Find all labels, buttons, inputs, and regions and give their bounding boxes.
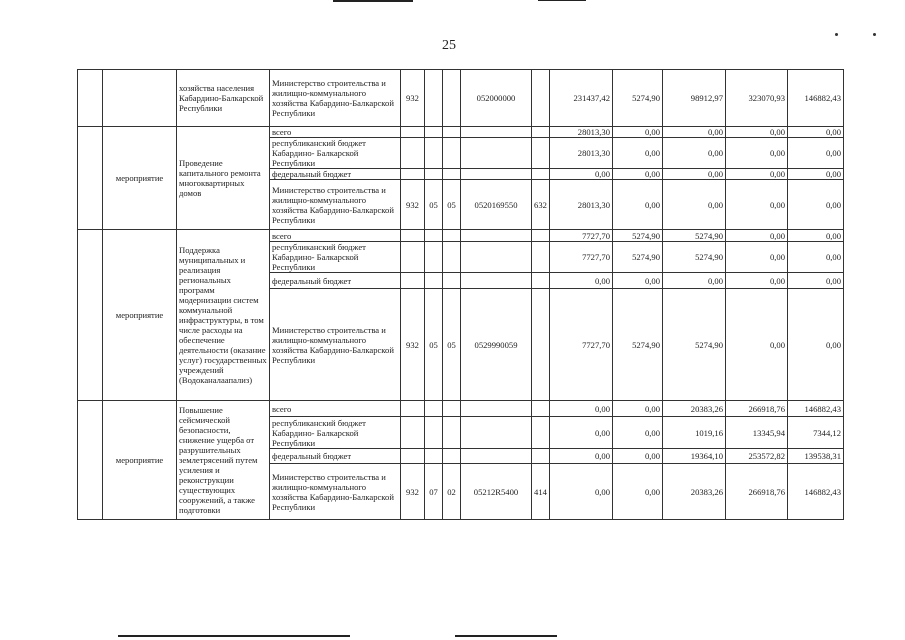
blank-cell bbox=[78, 127, 103, 230]
section-cell bbox=[425, 449, 443, 464]
value-cell: 0,00 bbox=[788, 127, 844, 138]
section-cell: 05 bbox=[425, 289, 443, 401]
vr-cell bbox=[532, 230, 550, 242]
vr-cell: 632 bbox=[532, 180, 550, 230]
kind-cell: мероприятие bbox=[103, 127, 177, 230]
value-cell: 5274,90 bbox=[613, 289, 663, 401]
value-cell: 0,00 bbox=[788, 180, 844, 230]
csr-cell: 0520169550 bbox=[461, 180, 532, 230]
value-cell: 231437,42 bbox=[550, 70, 613, 127]
value-cell: 146882,43 bbox=[788, 464, 844, 520]
value-cell: 1019,16 bbox=[663, 417, 726, 449]
value-cell: 7727,70 bbox=[550, 230, 613, 242]
value-cell: 0,00 bbox=[613, 401, 663, 417]
value-cell: 323070,93 bbox=[726, 70, 788, 127]
kind-cell bbox=[103, 70, 177, 127]
funding-source-cell: всего bbox=[270, 127, 401, 138]
csr-cell bbox=[461, 138, 532, 169]
csr-cell bbox=[461, 242, 532, 273]
scan-dot bbox=[873, 33, 876, 36]
section-cell: 07 bbox=[425, 464, 443, 520]
section-cell bbox=[425, 70, 443, 127]
value-cell: 28013,30 bbox=[550, 180, 613, 230]
section-cell bbox=[425, 127, 443, 138]
subsection-cell bbox=[443, 138, 461, 169]
value-cell: 0,00 bbox=[788, 169, 844, 180]
csr-cell bbox=[461, 273, 532, 289]
value-cell: 7727,70 bbox=[550, 242, 613, 273]
value-cell: 0,00 bbox=[550, 169, 613, 180]
section-cell bbox=[425, 169, 443, 180]
value-cell: 0,00 bbox=[613, 180, 663, 230]
grbs-cell: 932 bbox=[401, 464, 425, 520]
value-cell: 7344,12 bbox=[788, 417, 844, 449]
csr-cell bbox=[461, 449, 532, 464]
grbs-cell: 932 bbox=[401, 70, 425, 127]
blank-cell bbox=[78, 70, 103, 127]
table-row bbox=[78, 127, 844, 138]
subsection-cell bbox=[443, 417, 461, 449]
value-cell: 0,00 bbox=[550, 417, 613, 449]
subsection-cell bbox=[443, 127, 461, 138]
value-cell: 0,00 bbox=[788, 273, 844, 289]
value-cell: 5274,90 bbox=[663, 242, 726, 273]
grbs-cell bbox=[401, 273, 425, 289]
grbs-cell bbox=[401, 230, 425, 242]
grbs-cell bbox=[401, 449, 425, 464]
value-cell: 0,00 bbox=[726, 289, 788, 401]
value-cell: 19364,10 bbox=[663, 449, 726, 464]
csr-cell bbox=[461, 169, 532, 180]
funding-source-cell: республиканский бюджет Кабардино- Балкарской Республики bbox=[270, 138, 401, 169]
vr-cell: 414 bbox=[532, 464, 550, 520]
blank-cell bbox=[78, 230, 103, 401]
funding-source-cell: Министерство строительства и жилищно-коммунального хозяйства Кабардино-Балкарской Республики bbox=[270, 70, 401, 127]
subsection-cell bbox=[443, 70, 461, 127]
subsection-cell: 05 bbox=[443, 289, 461, 401]
csr-cell bbox=[461, 417, 532, 449]
value-cell: 0,00 bbox=[663, 127, 726, 138]
value-cell: 0,00 bbox=[550, 464, 613, 520]
funding-source-cell: федеральный бюджет bbox=[270, 449, 401, 464]
value-cell: 0,00 bbox=[613, 449, 663, 464]
value-cell: 0,00 bbox=[613, 138, 663, 169]
funding-source-cell: Министерство строительства и жилищно-коммунального хозяйства Кабардино-Балкарской Республики bbox=[270, 180, 401, 230]
csr-cell: 05212R5400 bbox=[461, 464, 532, 520]
value-cell: 0,00 bbox=[788, 138, 844, 169]
value-cell: 0,00 bbox=[663, 180, 726, 230]
funding-source-cell: федеральный бюджет bbox=[270, 273, 401, 289]
value-cell: 0,00 bbox=[663, 169, 726, 180]
scan-line-bottom-left bbox=[118, 635, 350, 637]
vr-cell bbox=[532, 273, 550, 289]
value-cell: 0,00 bbox=[613, 169, 663, 180]
value-cell: 5274,90 bbox=[663, 230, 726, 242]
grbs-cell bbox=[401, 127, 425, 138]
grbs-cell bbox=[401, 417, 425, 449]
measure-name-cell: Повышение сейсмической безопасности, снижение ущерба от разрушительных землетрясений путем усиления и реконструкции существующих сооружений, а также подготовки bbox=[177, 401, 270, 520]
value-cell: 20383,26 bbox=[663, 401, 726, 417]
grbs-cell: 932 bbox=[401, 289, 425, 401]
section-cell bbox=[425, 242, 443, 273]
vr-cell bbox=[532, 169, 550, 180]
csr-cell bbox=[461, 127, 532, 138]
subsection-cell bbox=[443, 449, 461, 464]
scan-line-top-left bbox=[333, 0, 413, 2]
value-cell: 0,00 bbox=[550, 401, 613, 417]
subsection-cell: 05 bbox=[443, 180, 461, 230]
vr-cell bbox=[532, 449, 550, 464]
section-cell bbox=[425, 230, 443, 242]
subsection-cell bbox=[443, 273, 461, 289]
value-cell: 0,00 bbox=[663, 273, 726, 289]
vr-cell bbox=[532, 138, 550, 169]
scan-dot bbox=[835, 33, 838, 36]
funding-source-cell: республиканский бюджет Кабардино- Балкарской Республики bbox=[270, 242, 401, 273]
value-cell: 0,00 bbox=[613, 273, 663, 289]
value-cell: 0,00 bbox=[550, 273, 613, 289]
funding-source-cell: республиканский бюджет Кабардино- Балкарской Республики bbox=[270, 417, 401, 449]
value-cell: 5274,90 bbox=[613, 70, 663, 127]
value-cell: 0,00 bbox=[726, 169, 788, 180]
grbs-cell bbox=[401, 169, 425, 180]
value-cell: 146882,43 bbox=[788, 70, 844, 127]
section-cell bbox=[425, 417, 443, 449]
vr-cell bbox=[532, 417, 550, 449]
value-cell: 0,00 bbox=[550, 449, 613, 464]
vr-cell bbox=[532, 401, 550, 417]
funding-source-cell: федеральный бюджет bbox=[270, 169, 401, 180]
value-cell: 0,00 bbox=[726, 230, 788, 242]
value-cell: 0,00 bbox=[726, 242, 788, 273]
subsection-cell bbox=[443, 230, 461, 242]
value-cell: 20383,26 bbox=[663, 464, 726, 520]
vr-cell bbox=[532, 289, 550, 401]
kind-cell: мероприятие bbox=[103, 230, 177, 401]
funding-source-cell: всего bbox=[270, 401, 401, 417]
value-cell: 0,00 bbox=[726, 180, 788, 230]
csr-cell: 0529990059 bbox=[461, 289, 532, 401]
table-row bbox=[78, 401, 844, 417]
section-cell bbox=[425, 138, 443, 169]
value-cell: 253572,82 bbox=[726, 449, 788, 464]
value-cell: 0,00 bbox=[788, 242, 844, 273]
page-number: 25 bbox=[442, 38, 456, 53]
vr-cell bbox=[532, 242, 550, 273]
table-body bbox=[78, 70, 844, 520]
scan-line-top-right bbox=[538, 0, 586, 1]
vr-cell bbox=[532, 70, 550, 127]
csr-cell bbox=[461, 230, 532, 242]
value-cell: 13345,94 bbox=[726, 417, 788, 449]
value-cell: 5274,90 bbox=[663, 289, 726, 401]
measure-name-cell: Проведение капитального ремонта многоквартирных домов bbox=[177, 127, 270, 230]
subsection-cell bbox=[443, 242, 461, 273]
value-cell: 266918,76 bbox=[726, 464, 788, 520]
table-row bbox=[78, 70, 844, 127]
value-cell: 266918,76 bbox=[726, 401, 788, 417]
value-cell: 0,00 bbox=[663, 138, 726, 169]
funding-source-cell: Министерство строительства и жилищно-коммунального хозяйства Кабардино-Балкарской Республики bbox=[270, 289, 401, 401]
value-cell: 0,00 bbox=[726, 127, 788, 138]
funding-source-cell: всего bbox=[270, 230, 401, 242]
value-cell: 98912,97 bbox=[663, 70, 726, 127]
value-cell: 146882,43 bbox=[788, 401, 844, 417]
value-cell: 28013,30 bbox=[550, 127, 613, 138]
subsection-cell bbox=[443, 169, 461, 180]
csr-cell bbox=[461, 401, 532, 417]
value-cell: 28013,30 bbox=[550, 138, 613, 169]
measure-name-cell: хозяйства населения Кабардино-Балкарской Республики bbox=[177, 70, 270, 127]
section-cell: 05 bbox=[425, 180, 443, 230]
value-cell: 139538,31 bbox=[788, 449, 844, 464]
grbs-cell bbox=[401, 138, 425, 169]
value-cell: 0,00 bbox=[613, 127, 663, 138]
grbs-cell bbox=[401, 242, 425, 273]
table-row bbox=[78, 230, 844, 242]
section-cell bbox=[425, 273, 443, 289]
budget-table bbox=[77, 69, 844, 520]
grbs-cell: 932 bbox=[401, 180, 425, 230]
section-cell bbox=[425, 401, 443, 417]
subsection-cell bbox=[443, 401, 461, 417]
value-cell: 0,00 bbox=[613, 464, 663, 520]
value-cell: 5274,90 bbox=[613, 242, 663, 273]
value-cell: 5274,90 bbox=[613, 230, 663, 242]
vr-cell bbox=[532, 127, 550, 138]
value-cell: 0,00 bbox=[726, 273, 788, 289]
value-cell: 0,00 bbox=[788, 230, 844, 242]
measure-name-cell: Поддержка муниципальных и реализация региональных программ модернизации систем коммунальной инфраструктуры, в том числе расходы на обеспечение деятельности (оказание услуг) государственных учреждений (Водоканалаапализ) bbox=[177, 230, 270, 401]
blank-cell bbox=[78, 401, 103, 520]
funding-source-cell: Министерство строительства и жилищно-коммунального хозяйства Кабардино-Балкарской Республики bbox=[270, 464, 401, 520]
kind-cell: мероприятие bbox=[103, 401, 177, 520]
value-cell: 0,00 bbox=[613, 417, 663, 449]
value-cell: 0,00 bbox=[726, 138, 788, 169]
csr-cell: 052000000 bbox=[461, 70, 532, 127]
scan-line-bottom-right bbox=[455, 635, 557, 637]
value-cell: 7727,70 bbox=[550, 289, 613, 401]
grbs-cell bbox=[401, 401, 425, 417]
value-cell: 0,00 bbox=[788, 289, 844, 401]
subsection-cell: 02 bbox=[443, 464, 461, 520]
